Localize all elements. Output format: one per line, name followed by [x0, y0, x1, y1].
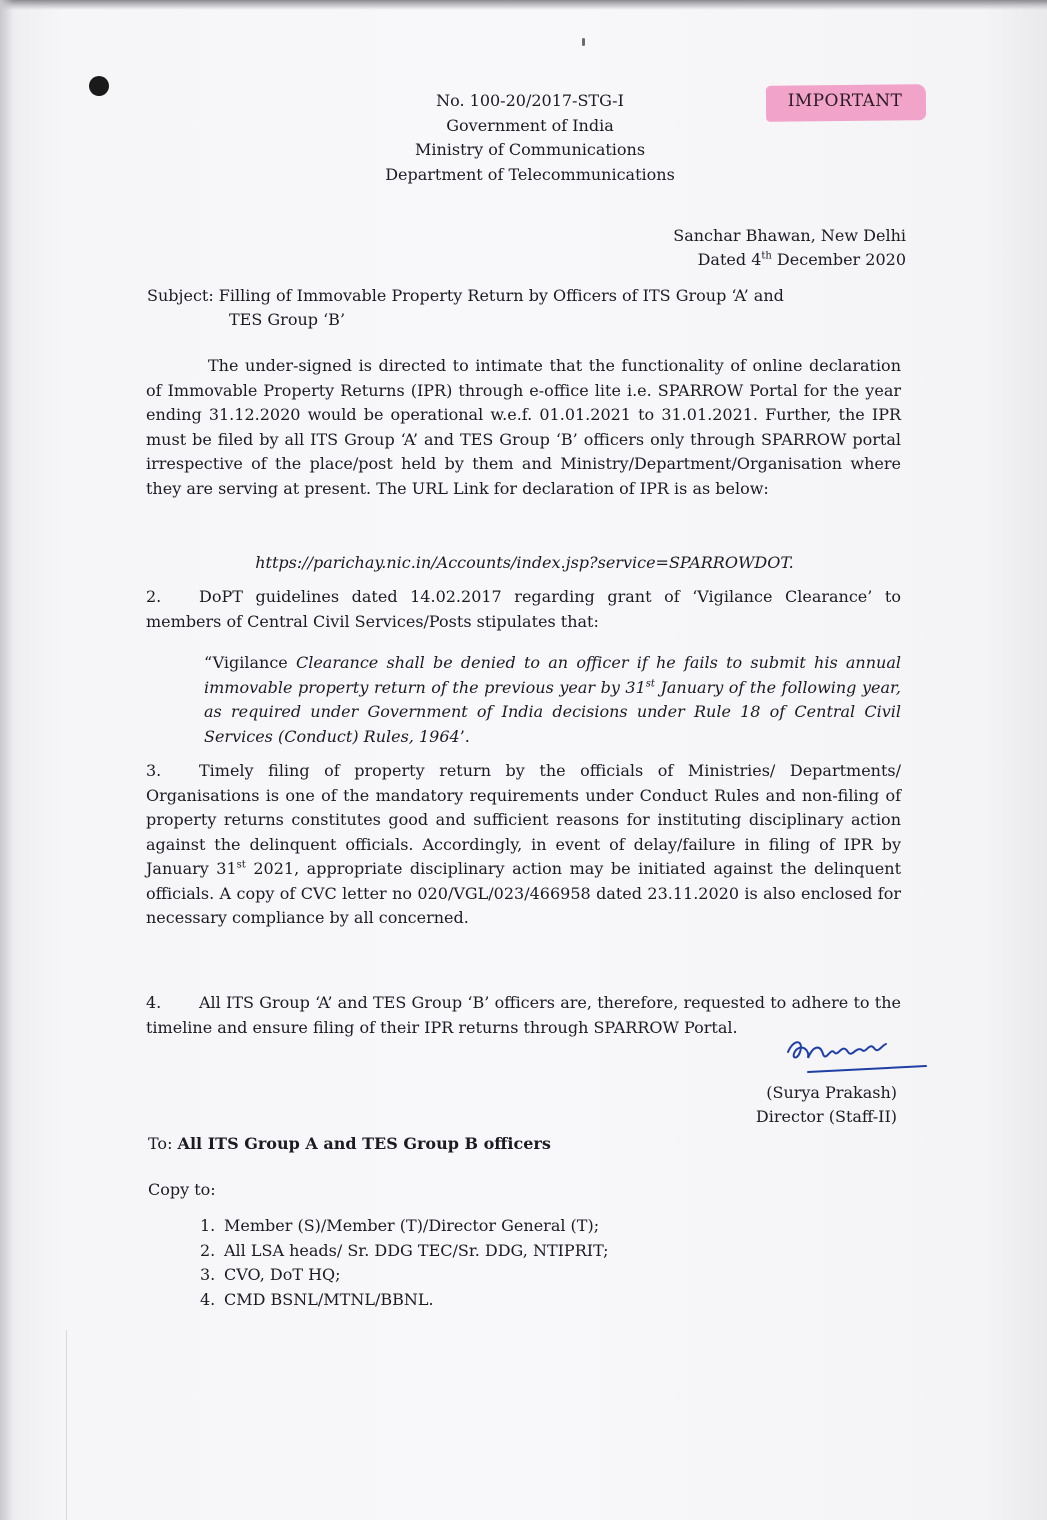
place: Sanchar Bhawan, New Delhi [673, 226, 906, 245]
important-stamp-label: IMPORTANT [787, 91, 903, 111]
signatory-block [756, 1081, 897, 1129]
addressee: To: All ITS Group A and TES Group B officers [148, 1134, 551, 1153]
handwritten-signature [768, 1028, 928, 1078]
paragraph-1: The under-signed is directed to intimate that the functionality of online declaration of Immovable Property Returns (IPR) through e-office lite i.e. SPARROW Portal for the year ending 31.12.2020 would be operational w.e.f. 01.01.2021 to 31.01.2021. Further, the IPR must be filed by all ITS Group ‘A’ and TES Group ‘B’ officers only through SPARROW portal irrespective of the place/post held by them and Ministry/Department/Organisation where they are serving at present. The URL Link for declaration of IPR is as below: [146, 356, 901, 498]
letterhead [300, 89, 760, 187]
punch-hole [89, 76, 109, 96]
paper-fold-line [66, 1330, 67, 1520]
paragraph-2-number: 2. [146, 587, 162, 606]
vigilance-quote: “Vigilance Clearance shall be denied to an officer if he fails to submit his annual immovable property return of the previous year by 31st January of the following year, as required under Government of India decisions under Rule 18 of Central Civil Services (Conduct) Rules, 1964’. [204, 653, 901, 746]
file-number: No. 100-20/2017-STG-I [436, 91, 624, 110]
signatory-designation: Director (Staff-II) [755, 1107, 897, 1126]
ipr-url-link[interactable]: https://parichay.nic.in/Accounts/index.jsp?service=SPARROWDOT. [255, 553, 794, 572]
list-item: 3. CVO, DoT HQ; [200, 1265, 341, 1284]
copy-to-list [200, 1214, 609, 1312]
paragraph-3: 3. Timely filing of property return by the officials of Ministries/ Departments/ Organisations is one of the mandatory requirements under Conduct Rules and non-filing of property returns constitutes good and sufficient reasons for instituting disciplinary action against the delinquent officials. Accordingly, in event of delay/failure in filing of IPR by January 31st 2021, appropriate disciplinary action may be initiated against the delinquent officials. A copy of CVC letter no 020/VGL/023/466958 dated 23.11.2020 is also enclosed for necessary compliance by all concerned. [146, 761, 901, 927]
subject-line-2: TES Group ‘B’ [229, 310, 346, 329]
subject-line-1: Subject: Filling of Immovable Property Return by Officers of ITS Group ‘A’ and [147, 286, 784, 305]
paragraph-4: 4. All ITS Group ‘A’ and TES Group ‘B’ officers are, therefore, requested to adhere to the timeline and ensure filing of their IPR returns through SPARROW Portal. [146, 993, 901, 1037]
list-item: 4. CMD BSNL/MTNL/BBNL. [200, 1289, 434, 1309]
list-item: 2. All LSA heads/ Sr. DDG TEC/Sr. DDG, NTIPRIT; [200, 1240, 609, 1260]
scan-speck [582, 38, 585, 46]
org-government: Government of India [446, 115, 614, 135]
subject [147, 284, 907, 332]
org-ministry: Ministry of Communications [414, 140, 646, 159]
scan-left-edge [0, 0, 14, 1520]
paragraph-3-number: 3. [146, 761, 162, 780]
list-item: 1. Member (S)/Member (T)/Director General (T); [200, 1216, 600, 1235]
date: Dated 4th December 2020 [697, 249, 906, 269]
scan-top-edge [0, 0, 1047, 10]
paragraph-2: 2. DoPT guidelines dated 14.02.2017 regarding grant of ‘Vigilance Clearance’ to members of Central Civil Services/Posts stipulates that: [146, 587, 901, 631]
paragraph-4-number: 4. [146, 993, 162, 1012]
signatory-name: (Surya Prakash) [766, 1083, 897, 1102]
org-department: Department of Telecommunications [385, 164, 675, 184]
copy-to-label: Copy to: [148, 1180, 216, 1199]
place-date-block [673, 224, 906, 271]
